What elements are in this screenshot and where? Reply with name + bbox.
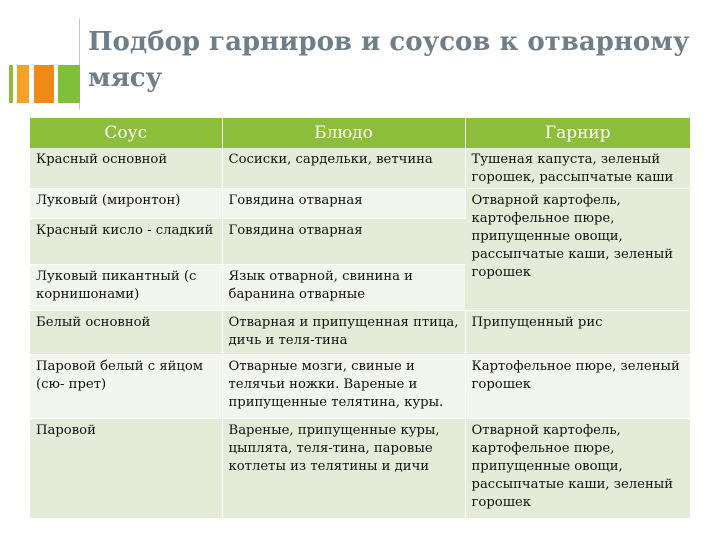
cell-sauce: Белый основной — [30, 310, 222, 354]
decor-bar-1 — [9, 65, 13, 103]
cell-garnish: Отварной картофель, картофельное пюре, припущенные овощи, рассыпчатые каши, зеленый горошек — [465, 188, 690, 310]
cell-dish: Сосиски, сардельки, ветчина — [222, 148, 465, 188]
cell-dish: Язык отварной, свинина и баранина отварные — [222, 264, 465, 310]
cell-sauce: Красный основной — [30, 148, 222, 188]
table-header-row — [30, 118, 690, 148]
cell-sauce: Паровой белый с яйцом (сю- прет) — [30, 354, 222, 418]
cell-dish: Говядина отварная — [222, 218, 465, 264]
cell-garnish: Картофельное пюре, зеленый горошек — [465, 354, 690, 418]
cell-dish: Отварная и припущенная птица, дичь и теля-тина — [222, 310, 465, 354]
table-row — [30, 418, 690, 518]
header-dish: Блюдо — [222, 118, 465, 148]
cell-sauce: Паровой — [30, 418, 222, 518]
header-sauce: Соус — [30, 118, 222, 148]
page-title: Подбор гарниров и соусов к отварному мясу — [88, 27, 690, 93]
garnish-sauce-table — [30, 118, 690, 519]
cell-sauce: Красный кисло - сладкий — [30, 218, 222, 264]
decor-bar-2 — [17, 65, 29, 103]
cell-garnish: Тушеная капуста, зеленый горошек, рассыпчатые каши — [465, 148, 690, 188]
table-row — [30, 188, 690, 218]
cell-dish: Говядина отварная — [222, 188, 465, 218]
cell-sauce: Луковый (миронтон) — [30, 188, 222, 218]
table-row — [30, 354, 690, 418]
decor-bar-3 — [34, 65, 54, 103]
cell-garnish: Отварной картофель, картофельное пюре, припущенные овощи, рассыпчатые каши, зеленый горошек — [465, 418, 690, 518]
cell-garnish: Припущенный рис — [465, 310, 690, 354]
header-garnish: Гарнир — [465, 118, 690, 148]
table-row — [30, 310, 690, 354]
cell-sauce: Луковый пикантный (с корнишонами) — [30, 264, 222, 310]
cell-dish: Отварные мозги, свиные и телячьи ножки. Вареные и припущенные телятина, куры. — [222, 354, 465, 418]
cell-dish: Вареные, припущенные куры, цыплята, теля-тина, паровые котлеты из телятины и дичи — [222, 418, 465, 518]
decor-bar-4 — [58, 65, 80, 103]
table-row — [30, 148, 690, 188]
